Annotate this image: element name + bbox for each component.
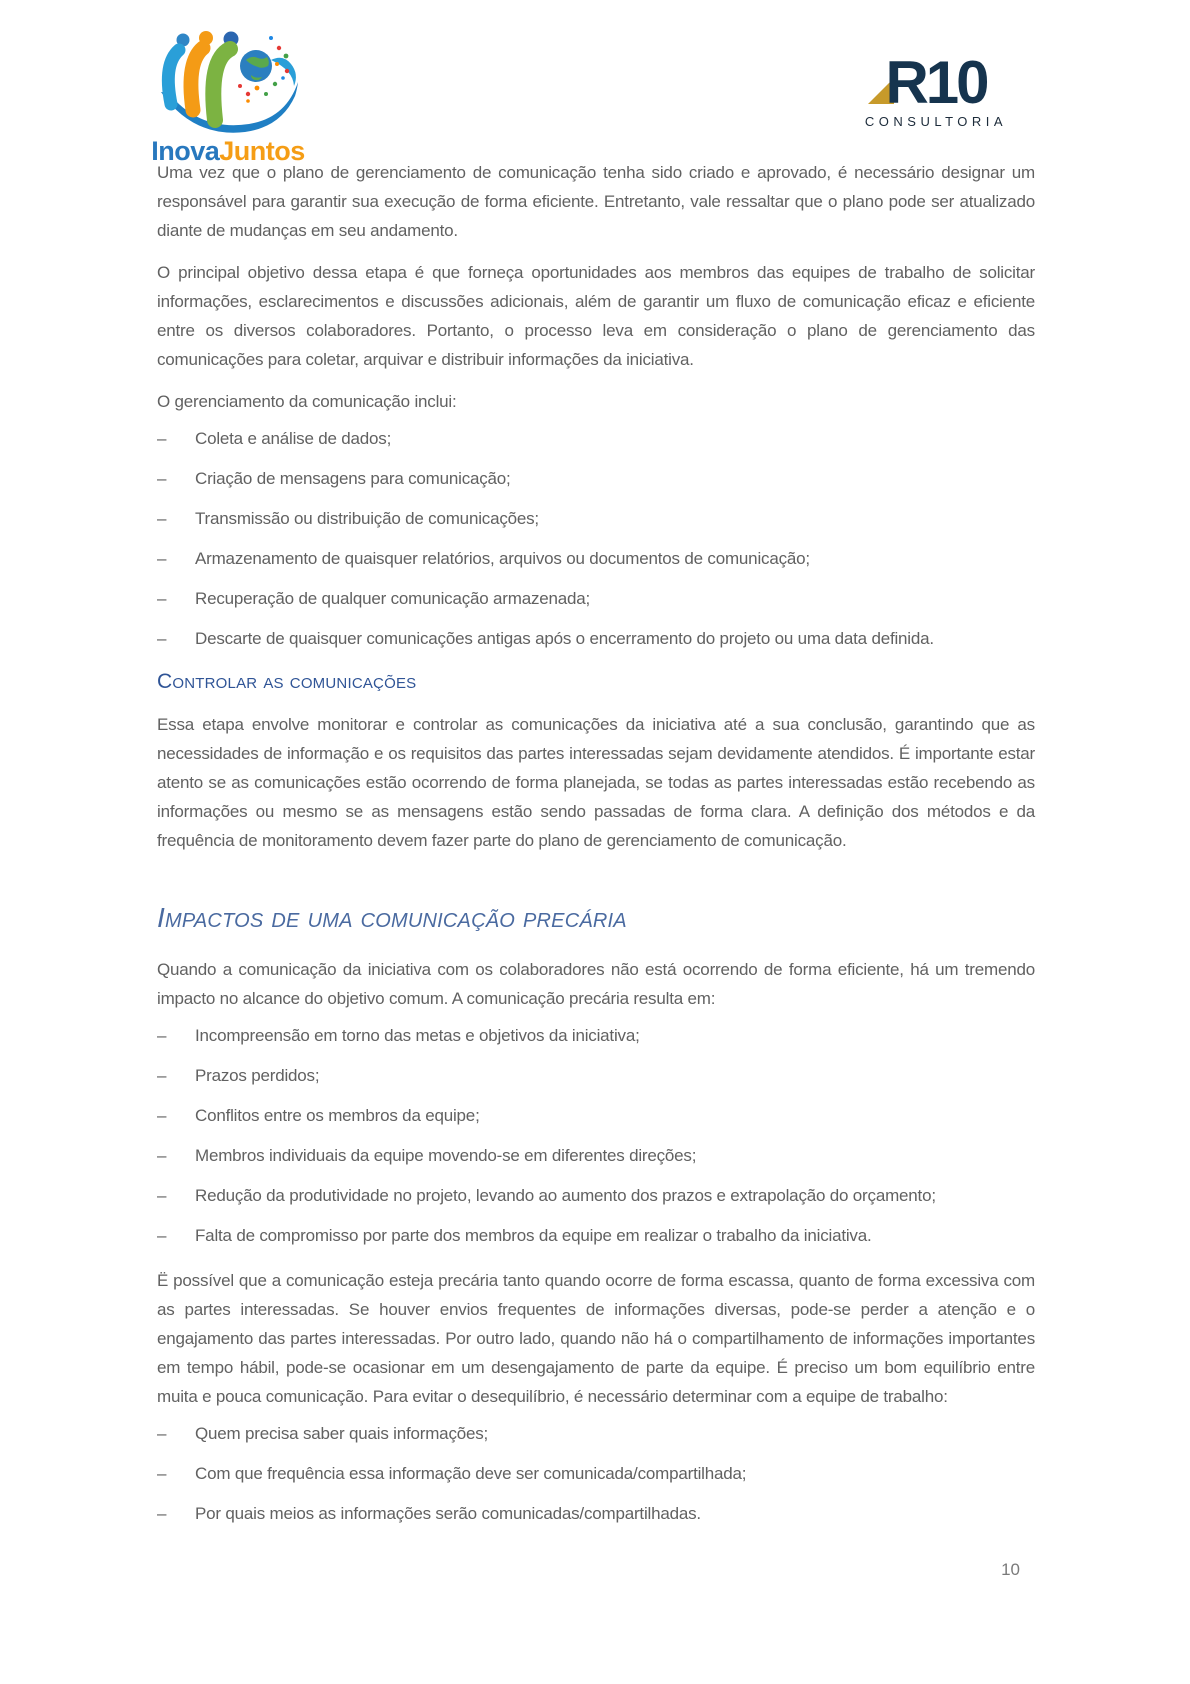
list-item xyxy=(157,1181,1035,1210)
list-item-text: Com que frequência essa informação deve ser comunicada/compartilhada; xyxy=(195,1464,747,1483)
list-item-text: Armazenamento de quaisquer relatórios, arquivos ou documentos de comunicação; xyxy=(195,549,810,568)
list-item xyxy=(157,544,1035,573)
list-item xyxy=(157,1061,1035,1090)
dash-bullet: – xyxy=(157,469,167,488)
dash-bullet: – xyxy=(157,509,167,528)
dash-bullet: – xyxy=(157,1066,167,1085)
dash-bullet: – xyxy=(157,1026,167,1045)
list-item xyxy=(157,464,1035,493)
list-item-text: Redução da produtividade no projeto, levando ao aumento dos prazos e extrapolação do orçamento; xyxy=(195,1186,936,1205)
dash-bullet: – xyxy=(157,429,167,448)
r10-logo xyxy=(856,40,1016,132)
list-item-text: Descarte de quaisquer comunicações antigas após o encerramento do projeto ou uma data definida. xyxy=(195,629,934,648)
list-item-text: Criação de mensagens para comunicação; xyxy=(195,469,511,488)
dash-bullet: – xyxy=(157,1226,167,1245)
list-item xyxy=(157,504,1035,533)
list-item-text: Conflitos entre os membros da equipe; xyxy=(195,1106,480,1125)
svg-text:R10: R10 xyxy=(885,49,987,116)
inova-word: Inova xyxy=(151,136,220,166)
list-item-text: Falta de compromisso por parte dos membros da equipe em realizar o trabalho da iniciativa. xyxy=(195,1226,872,1245)
inovajuntos-logo-icon xyxy=(153,26,303,138)
list-item-text: Incompreensão em torno das metas e objetivos da iniciativa; xyxy=(195,1026,640,1045)
dash-bullet: – xyxy=(157,549,167,568)
paragraph-plan-approved: Uma vez que o plano de gerenciamento de comunicação tenha sido criado e aprovado, é necessário designar um responsável para garantir sua execução de forma eficiente. Entretanto, vale ressaltar que o plano pode ser atualizado diante de mudanças em seu andamento. xyxy=(157,163,1035,240)
heading-controlar-comunicacoes: Controlar as comunicações xyxy=(157,670,417,693)
list-item-text: Quem precisa saber quais informações; xyxy=(195,1424,489,1443)
list-item xyxy=(157,624,1035,653)
paragraph-main-objective: O principal objetivo dessa etapa é que forneça oportunidades aos membros das equipes de trabalho de solicitar informações, esclarecimentos e discussões adicionais, além de garantir um fluxo de comunicação eficaz e eficiente entre os diversos colaboradores. Portanto, o processo leva em consideração o plano de gerenciamento das comunicações para coletar, arquivar e distribuir informações da iniciativa. xyxy=(157,263,1035,369)
list-item-text: Por quais meios as informações serão comunicadas/compartilhadas. xyxy=(195,1504,701,1523)
list-communication-management xyxy=(157,424,1035,653)
list-item xyxy=(157,1221,1035,1250)
list-item-text: Prazos perdidos; xyxy=(195,1066,320,1085)
inovajuntos-logo xyxy=(148,26,308,167)
r10-logo-icon xyxy=(856,40,1016,132)
juntos-word: Juntos xyxy=(219,136,305,166)
paragraph-management-includes: O gerenciamento da comunicação inclui: xyxy=(157,392,457,411)
list-item xyxy=(157,584,1035,613)
dash-bullet: – xyxy=(157,1146,167,1165)
dash-bullet: – xyxy=(157,1106,167,1125)
dash-bullet: – xyxy=(157,629,167,648)
paragraph-poor-communication: Quando a comunicação da iniciativa com os colaboradores não está ocorrendo de forma eficiente, há um tremendo impacto no alcance do objetivo comum. A comunicação precária resulta em: xyxy=(157,960,1035,1008)
list-team-determinations xyxy=(157,1419,1035,1528)
list-item xyxy=(157,1141,1035,1170)
list-item-text: Transmissão ou distribuição de comunicações; xyxy=(195,509,539,528)
list-item xyxy=(157,1419,1035,1448)
list-poor-communication-results xyxy=(157,1021,1035,1250)
dash-bullet: – xyxy=(157,1424,167,1443)
list-item-text: Recuperação de qualquer comunicação armazenada; xyxy=(195,589,591,608)
dash-bullet: – xyxy=(157,1504,167,1523)
list-item xyxy=(157,424,1035,453)
dash-bullet: – xyxy=(157,589,167,608)
svg-text:CONSULTORIA: CONSULTORIA xyxy=(864,114,1008,129)
dash-bullet: – xyxy=(157,1186,167,1205)
list-item xyxy=(157,1021,1035,1050)
paragraph-control-stage: Essa etapa envolve monitorar e controlar as comunicações da iniciativa até a sua conclusão, garantindo que as necessidades de informação e os requisitos das partes interessadas sejam devidamente atendidos. É importante estar atento se as comunicações estão ocorrendo de forma planejada, se todas as partes interessadas estão recebendo as informações ou mesmo se as mensagens estão sendo passadas de forma clara. A definição dos métodos e da frequência de monitoramento devem fazer parte do plano de gerenciamento de comunicação. xyxy=(157,715,1035,850)
list-item xyxy=(157,1101,1035,1130)
page-number: 10 xyxy=(1001,1560,1020,1579)
list-item-text: Coleta e análise de dados; xyxy=(195,429,392,448)
paragraph-communication-balance: Ë possível que a comunicação esteja precária tanto quando ocorre de forma escassa, quanto de forma excessiva com as partes interessadas. Se houver envios frequentes de informações diversas, pode-se perder a atenção e o engajamento das partes interessadas. Por outro lado, quando não há o compartilhamento de informações importantes em tempo hábil, pode-se ocasionar em um desengajamento de parte da equipe. É preciso um bom equilíbrio entre muita e pouca comunicação. Para evitar o desequilíbrio, é necessário determinar com a equipe de trabalho: xyxy=(157,1271,1035,1406)
dash-bullet: – xyxy=(157,1464,167,1483)
list-item xyxy=(157,1499,1035,1528)
document-content xyxy=(157,158,1035,1544)
heading-impactos-comunicacao-precaria: Impactos de uma comunicação precária xyxy=(157,902,627,933)
list-item-text: Membros individuais da equipe movendo-se em diferentes direções; xyxy=(195,1146,697,1165)
list-item xyxy=(157,1459,1035,1488)
